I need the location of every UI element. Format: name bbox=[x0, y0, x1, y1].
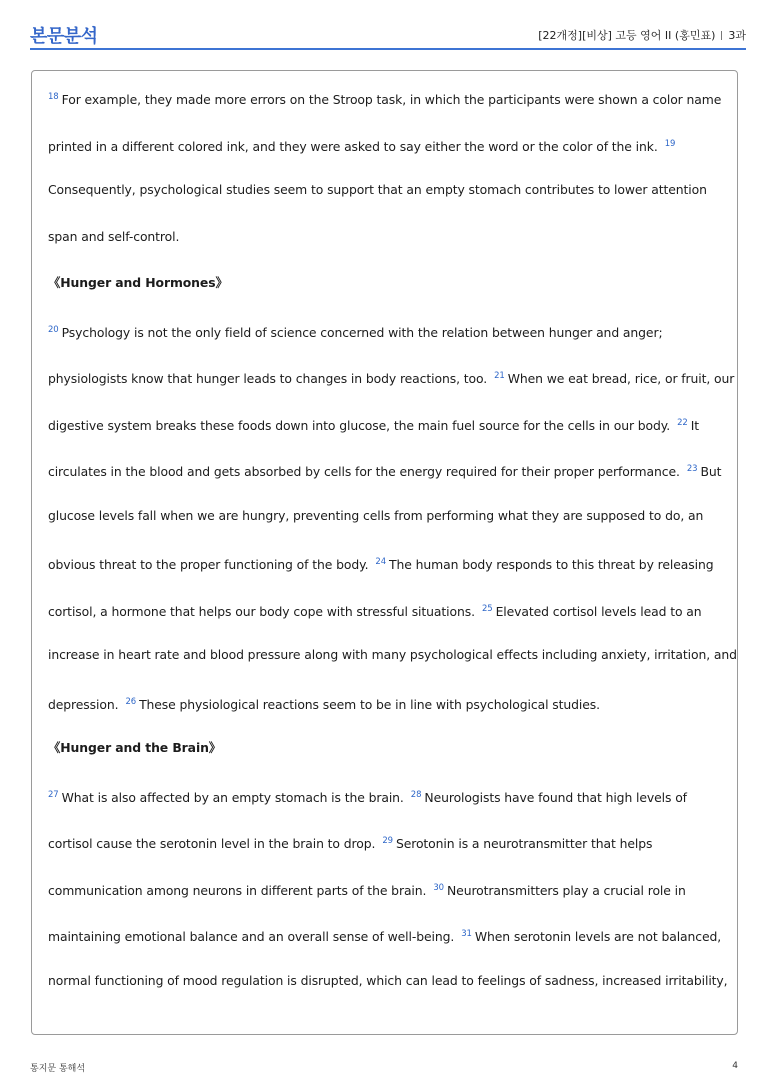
passage-line bbox=[48, 320, 724, 367]
sentence-number: 22 bbox=[677, 417, 688, 428]
passage-line bbox=[48, 738, 724, 785]
header-divider bbox=[721, 31, 722, 40]
passage-line bbox=[48, 366, 735, 413]
passage-line bbox=[48, 180, 724, 227]
passage-text: For example, they made more errors on the Stroop task, in which the participants were shown a color name bbox=[61, 92, 722, 107]
sentence-number: 28 bbox=[410, 789, 422, 800]
passage-text: maintaining emotional balance and an overall sense of well-being. bbox=[48, 929, 455, 944]
sentence-number: 23 bbox=[686, 464, 698, 474]
passage-text: When we eat bread, rice, or fruit, our bbox=[507, 371, 735, 386]
passage-line bbox=[48, 785, 724, 832]
passage-line bbox=[48, 413, 724, 460]
passage-text: Neurologists have found that high levels of bbox=[424, 789, 687, 805]
passage-text: obvious threat to the proper functioning of the body. bbox=[48, 557, 369, 572]
passage-line bbox=[48, 924, 724, 971]
passage-line bbox=[48, 552, 724, 599]
sentence-number: 27 bbox=[48, 789, 59, 800]
passage-text: These physiological reactions seem to be in line with psychological studies. bbox=[139, 696, 600, 712]
sentence-number: 31 bbox=[461, 929, 472, 939]
passage-text: cortisol cause the serotonin level in the brain to drop. bbox=[48, 836, 376, 851]
passage-line bbox=[48, 506, 724, 553]
passage-text: physiologists know that hunger leads to changes in body reactions, too. bbox=[48, 371, 488, 386]
passage-text: Serotonin is a neurotransmitter that helps bbox=[395, 836, 653, 851]
page-number: 4 bbox=[732, 1061, 738, 1071]
sentence-number: 26 bbox=[125, 696, 137, 707]
passage-text: circulates in the blood and gets absorbed by cells for the energy required for their proper performance. bbox=[48, 464, 680, 479]
passage-line bbox=[48, 134, 724, 181]
sentence-number: 19 bbox=[664, 138, 676, 149]
passage-line bbox=[48, 831, 724, 878]
passage-text: printed in a different colored ink, and they were asked to say either the word or the color of the ink. bbox=[48, 138, 658, 154]
header-course-info bbox=[538, 27, 746, 43]
passage-text: The human body responds to this threat by releasing bbox=[389, 557, 714, 572]
passage-line bbox=[48, 878, 724, 925]
sentence-number: 24 bbox=[375, 557, 387, 567]
passage-text: Elevated cortisol levels lead to an bbox=[495, 603, 702, 619]
page-header bbox=[30, 0, 746, 50]
passage-line bbox=[48, 971, 728, 1018]
passage-text: Psychology is not the only field of science concerned with the relation between hunger and anger; bbox=[61, 324, 663, 340]
sentence-number: 18 bbox=[48, 92, 59, 102]
lesson-label: 3과 bbox=[728, 29, 746, 42]
sentence-number: 30 bbox=[433, 882, 444, 893]
passage-text: Consequently, psychological studies seem to support that an empty stomach contributes to lower attention bbox=[48, 182, 707, 197]
passage-text: glucose levels fall when we are hungry, preventing cells from performing what they are supposed to do, an bbox=[48, 507, 704, 523]
passage-text: depression. bbox=[48, 696, 119, 712]
passage-box bbox=[31, 70, 738, 1035]
passage-lines bbox=[48, 87, 737, 1017]
passage-text: But bbox=[700, 464, 722, 479]
passage-line bbox=[48, 645, 737, 692]
passage-text: What is also affected by an empty stomach is the brain. bbox=[61, 789, 404, 805]
passage-line bbox=[48, 599, 724, 646]
sentence-number: 29 bbox=[382, 836, 393, 846]
passage-text: normal functioning of mood regulation is disrupted, which can lead to feelings of sadness, increased irritability, bbox=[48, 972, 728, 988]
passage-text: It bbox=[690, 417, 700, 433]
passage-line bbox=[48, 273, 724, 320]
passage-text: increase in heart rate and blood pressure along with many psychological effects including anxiety, irritation, and bbox=[48, 647, 737, 662]
section-heading: 《Hunger and Hormones》 bbox=[48, 275, 228, 290]
passage-text: When serotonin levels are not balanced, bbox=[474, 929, 722, 944]
passage-text: digestive system breaks these foods down into glucose, the main fuel source for the cells in our body. bbox=[48, 417, 671, 433]
sentence-number: 25 bbox=[481, 603, 493, 614]
passage-text: cortisol, a hormone that helps our body cope with stressful situations. bbox=[48, 603, 475, 619]
header-title: 본문분석 bbox=[30, 26, 98, 47]
passage-text: communication among neurons in different parts of the brain. bbox=[48, 882, 427, 898]
sentence-number: 21 bbox=[494, 371, 505, 381]
passage-line bbox=[48, 692, 724, 739]
course-name: [22개정][비상] 고등 영어 II (홍민표) bbox=[538, 29, 716, 42]
passage-text: span and self-control. bbox=[48, 228, 180, 244]
footer-label: 통지문 통해석 bbox=[30, 1064, 86, 1074]
section-heading: 《Hunger and the Brain》 bbox=[48, 740, 222, 755]
sentence-number: 20 bbox=[48, 324, 59, 335]
passage-line bbox=[48, 459, 724, 506]
passage-line bbox=[48, 87, 724, 134]
passage-text: Neurotransmitters play a crucial role in bbox=[447, 882, 686, 898]
passage-line bbox=[48, 227, 724, 274]
